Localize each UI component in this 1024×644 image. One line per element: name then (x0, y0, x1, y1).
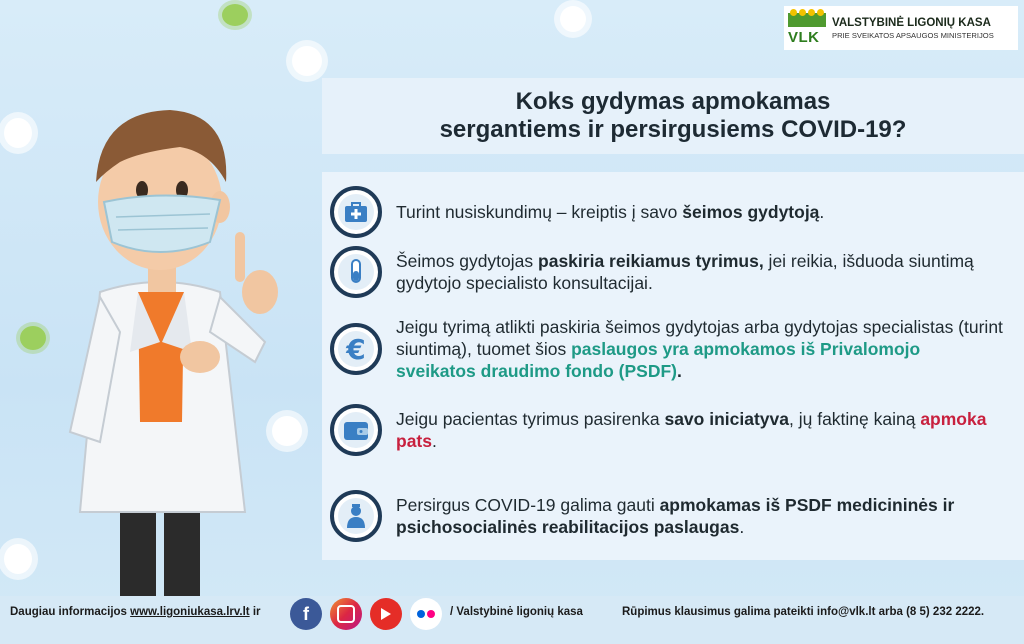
instagram-icon[interactable] (330, 598, 362, 630)
virus-decoration (222, 4, 248, 26)
title-line-2: sergantiems ir persirgusiems COVID-19? (439, 116, 907, 143)
euro-icon: € (330, 323, 382, 375)
info-item-text: Šeimos gydytojas paskiria reikiamus tyrimus, jei reikia, išduoda siuntimą gydytojo specialisto konsultacijai. (396, 251, 974, 293)
vlk-logo-mark (788, 9, 828, 47)
footer-contact: Rūpimus klausimus galima pateikti info@vlk.lt arba (8 5) 232 2222. (622, 606, 985, 618)
logo-title: VALSTYBINĖ LIGONIŲ KASA (832, 16, 991, 29)
youtube-icon[interactable] (370, 598, 402, 630)
nurse-icon (330, 490, 382, 542)
footer-org: / Valstybinė ligonių kasa (450, 606, 583, 618)
page-title (322, 88, 1024, 144)
footer (0, 596, 1024, 644)
facebook-icon[interactable]: f (290, 598, 322, 630)
wallet-icon (330, 404, 382, 456)
info-item-text: Jeigu pacientas tyrimus pasirenka savo iniciatyva, jų faktinę kainą apmoka pats. (396, 409, 987, 451)
info-item-text: Jeigu tyrimą atlikti paskiria šeimos gydytojas arba gydytojas specialistas (turint siuntimą), tuomet šios paslaugos yra apmokamos iš Privalomojo sveikatos draudimo fondo (PSDF). (396, 317, 1003, 381)
vlk-logo (784, 6, 1018, 50)
info-item-1 (330, 186, 824, 238)
virus-decoration (4, 118, 32, 148)
info-item-4 (330, 404, 996, 456)
logo-subtitle: PRIE SVEIKATOS APSAUGOS MINISTERIJOS (832, 30, 994, 40)
logo-mark-text: VLK (788, 29, 820, 46)
virus-decoration (560, 6, 586, 32)
info-item-5 (330, 490, 956, 542)
website-link[interactable]: www.ligoniukasa.lrv.lt (130, 606, 250, 618)
test-tube-icon (330, 246, 382, 298)
flickr-icon[interactable] (410, 598, 442, 630)
virus-decoration (20, 326, 46, 350)
info-item-text: Turint nusiskundimų – kreiptis į savo šeimos gydytoją. (396, 202, 825, 222)
medical-kit-icon (330, 186, 382, 238)
doctor-illustration (60, 92, 310, 602)
virus-decoration (4, 544, 32, 574)
virus-decoration (292, 46, 322, 76)
footer-info: Daugiau informacijos www.ligoniukasa.lrv.lt ir (10, 606, 261, 618)
info-item-2 (330, 246, 976, 298)
info-item-text: Persirgus COVID-19 galima gauti apmokamas iš PSDF medicininės ir psichosocialinės reabilitacijos paslaugas. (396, 495, 955, 537)
info-item-3 (330, 316, 1004, 382)
title-line-1: Koks gydymas apmokamas (515, 88, 831, 115)
